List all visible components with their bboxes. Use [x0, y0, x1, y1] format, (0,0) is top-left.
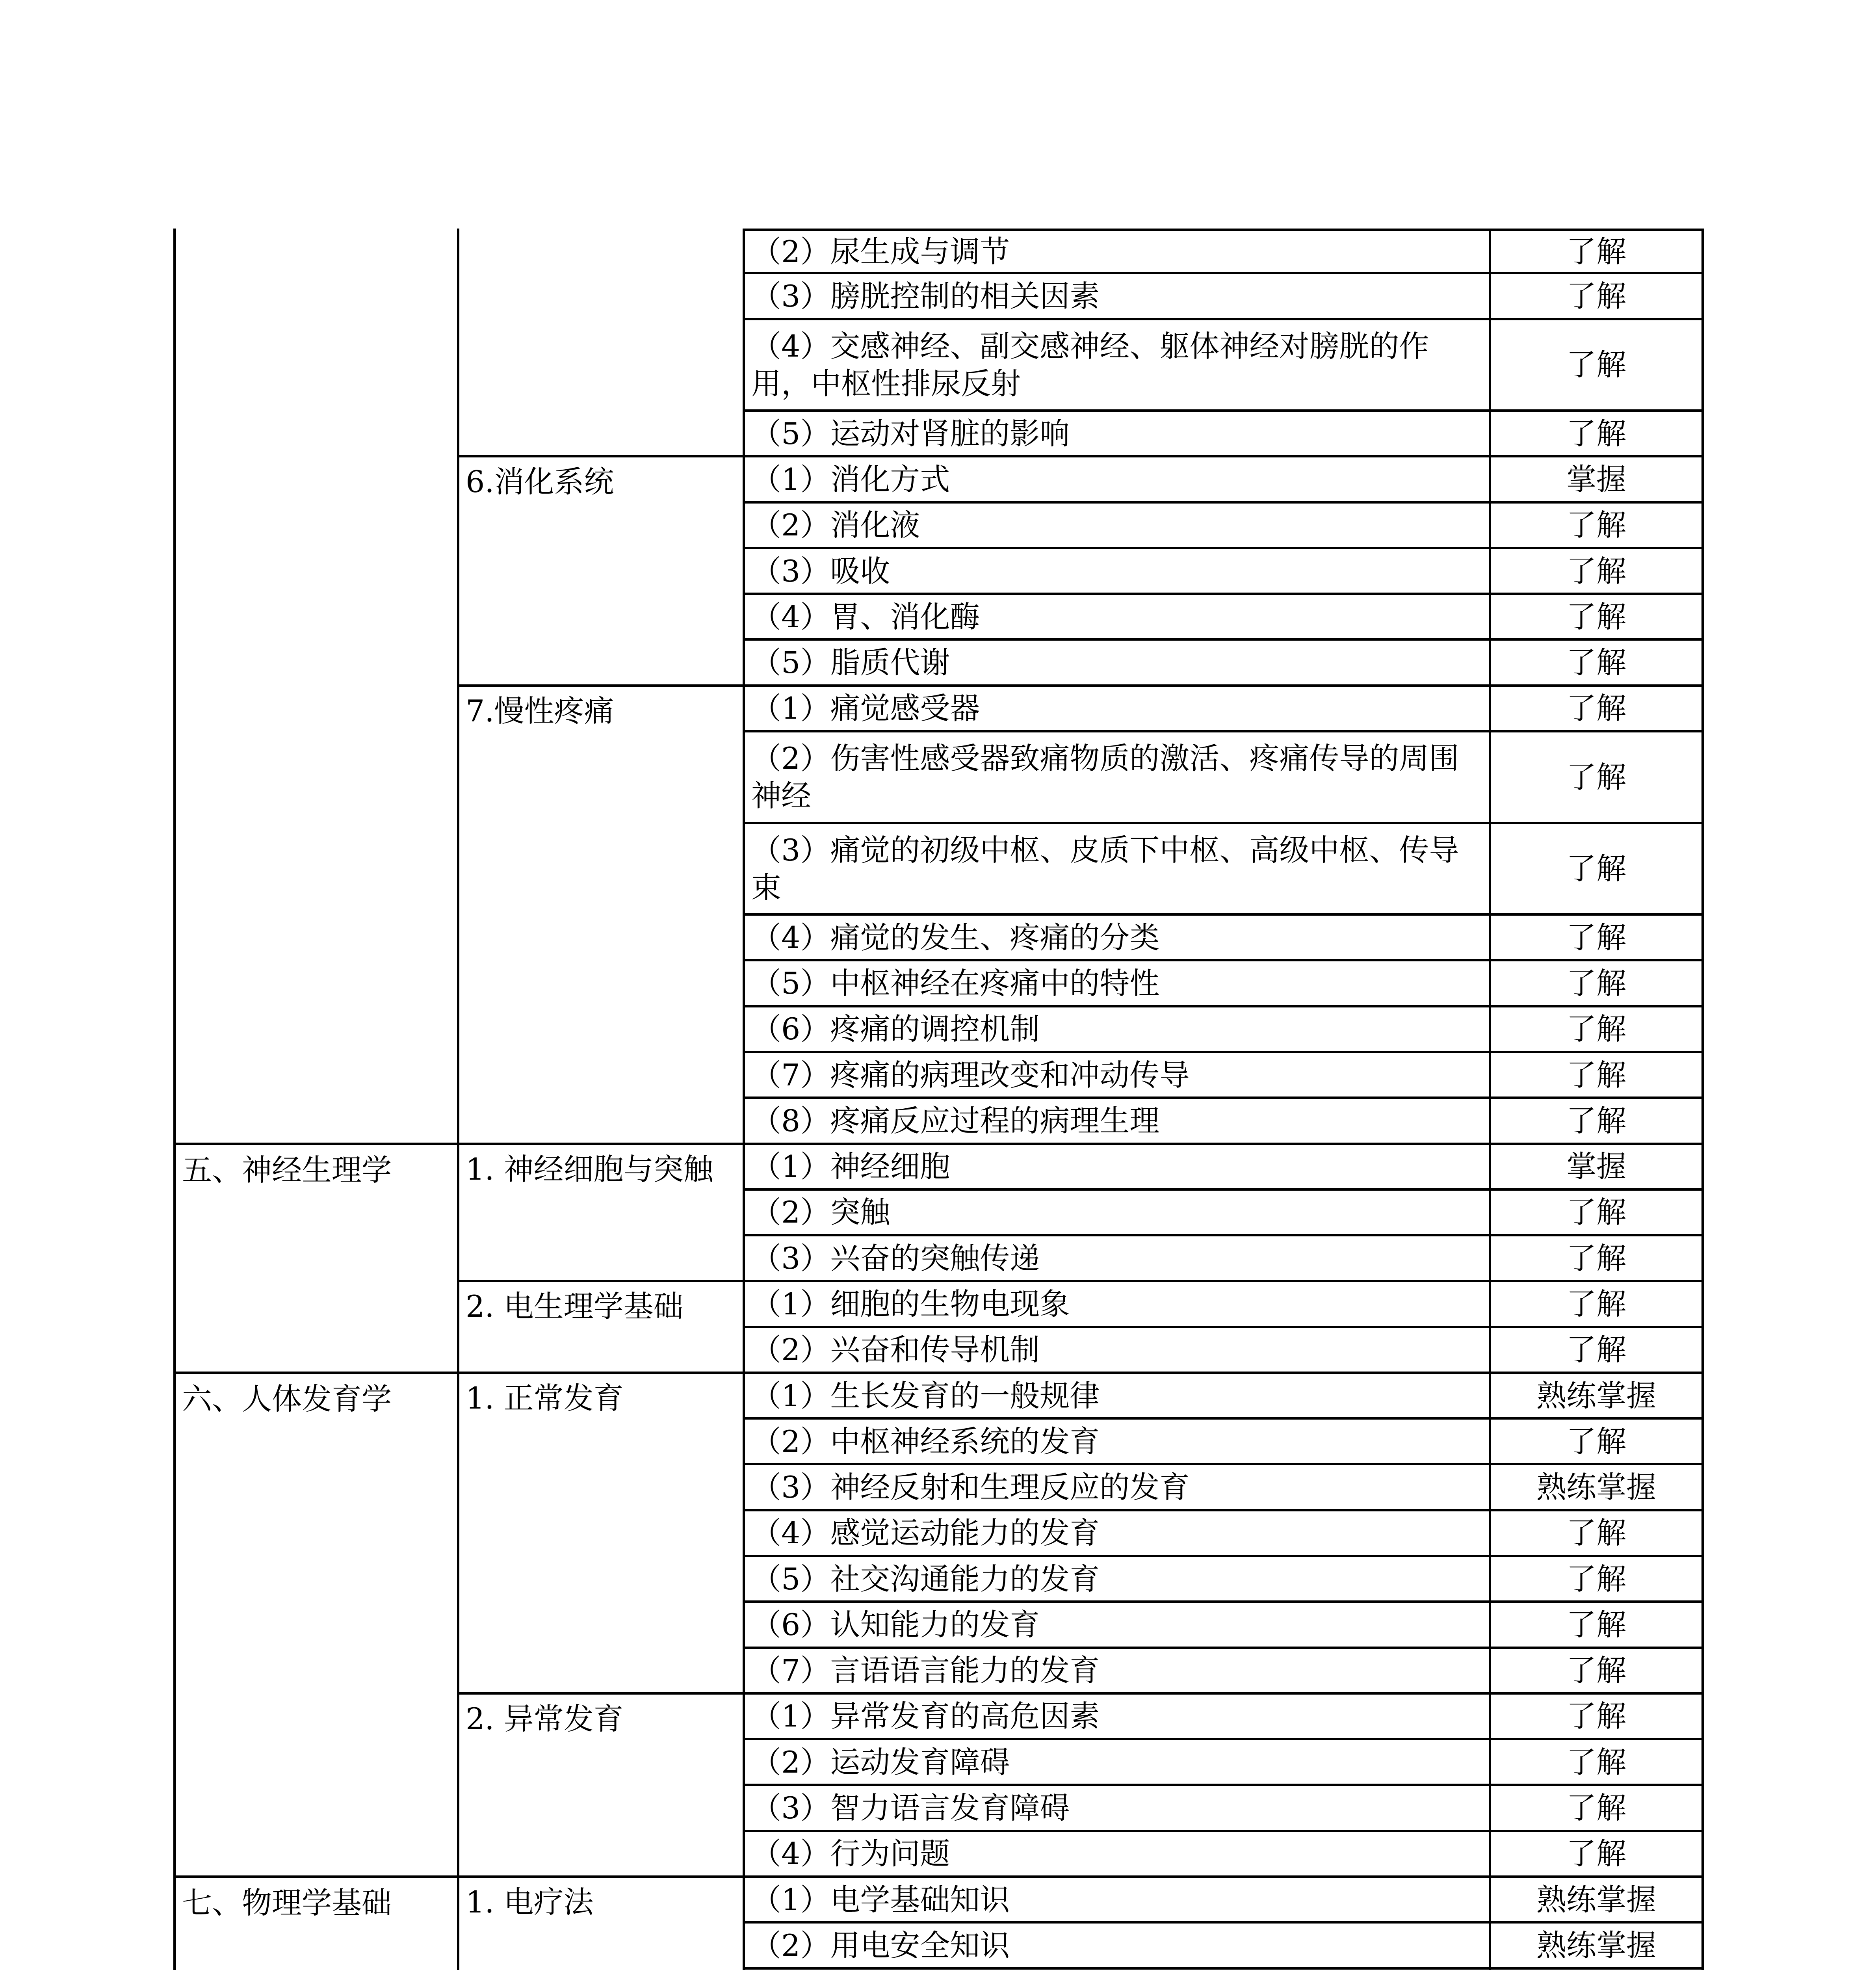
item-level: 了解 [1491, 1328, 1704, 1374]
item-level: 了解 [1491, 595, 1704, 641]
item-level: 了解 [1491, 1236, 1704, 1282]
item-level: 了解 [1491, 1282, 1704, 1328]
item-text: （7）言语语言能力的发育 [743, 1649, 1491, 1695]
subject-name: 2. 电生理学基础 [457, 1282, 743, 1374]
item-text: （2）运动发育障碍 [743, 1740, 1491, 1786]
syllabus-table [173, 229, 1704, 1970]
item-text: （2）突触 [743, 1191, 1491, 1236]
item-text: （4）感觉运动能力的发育 [743, 1511, 1491, 1557]
item-text: （5）社交沟通能力的发育 [743, 1557, 1491, 1603]
item-text: （1）消化方式 [743, 457, 1491, 503]
section-title [173, 229, 457, 1145]
item-text: （4）行为问题 [743, 1832, 1491, 1878]
item-text: （4）交感神经、副交感神经、躯体神经对膀胱的作用，中枢性排尿反射 [743, 320, 1491, 412]
item-level: 熟练掌握 [1491, 1924, 1704, 1969]
item-level: 掌握 [1491, 457, 1704, 503]
item-text: （3）膀胱控制的相关因素 [743, 274, 1491, 320]
item-level: 了解 [1491, 1191, 1704, 1236]
item-text: （3）智力语言发育障碍 [743, 1786, 1491, 1832]
item-level: 了解 [1491, 1557, 1704, 1603]
item-level: 了解 [1491, 1007, 1704, 1053]
item-text: （2）尿生成与调节 [743, 229, 1491, 274]
item-text: （4）胃、消化酶 [743, 595, 1491, 641]
item-text: （3）兴奋的突触传递 [743, 1236, 1491, 1282]
item-level: 了解 [1491, 1053, 1704, 1099]
item-level: 了解 [1491, 732, 1704, 824]
item-level: 了解 [1491, 412, 1704, 457]
item-level: 了解 [1491, 916, 1704, 961]
subject-name: 7.慢性疼痛 [457, 687, 743, 1145]
item-level: 了解 [1491, 229, 1704, 274]
item-level: 了解 [1491, 320, 1704, 412]
item-level: 了解 [1491, 1603, 1704, 1648]
item-text: （6）认知能力的发育 [743, 1603, 1491, 1648]
section-title: 七、物理学基础 [173, 1878, 457, 1970]
item-text: （5）脂质代谢 [743, 641, 1491, 686]
item-level: 了解 [1491, 824, 1704, 916]
item-text: （2）中枢神经系统的发育 [743, 1420, 1491, 1465]
item-level: 了解 [1491, 1695, 1704, 1740]
item-level: 了解 [1491, 1649, 1704, 1695]
subject-name: 1. 正常发育 [457, 1374, 743, 1695]
item-level: 了解 [1491, 1420, 1704, 1465]
item-text: （2）伤害性感受器致痛物质的激活、疼痛传导的周围神经 [743, 732, 1491, 824]
item-level: 了解 [1491, 687, 1704, 732]
section-title: 五、神经生理学 [173, 1145, 457, 1374]
item-text: （2）用电安全知识 [743, 1924, 1491, 1969]
item-text: （1）生长发育的一般规律 [743, 1374, 1491, 1420]
item-text: （3）神经反射和生理反应的发育 [743, 1465, 1491, 1511]
item-level: 了解 [1491, 1786, 1704, 1832]
item-text: （3）吸收 [743, 549, 1491, 595]
item-text: （1）异常发育的高危因素 [743, 1695, 1491, 1740]
item-level: 熟练掌握 [1491, 1878, 1704, 1924]
item-level: 了解 [1491, 1099, 1704, 1145]
item-level: 了解 [1491, 641, 1704, 686]
item-level: 了解 [1491, 274, 1704, 320]
item-text: （2）消化液 [743, 504, 1491, 549]
item-text: （5）运动对肾脏的影响 [743, 412, 1491, 457]
item-level: 了解 [1491, 504, 1704, 549]
item-text: （7）疼痛的病理改变和冲动传导 [743, 1053, 1491, 1099]
item-text: （8）疼痛反应过程的病理生理 [743, 1099, 1491, 1145]
item-text: （1）细胞的生物电现象 [743, 1282, 1491, 1328]
item-level: 了解 [1491, 961, 1704, 1007]
item-level: 熟练掌握 [1491, 1465, 1704, 1511]
item-level: 了解 [1491, 1740, 1704, 1786]
item-level: 掌握 [1491, 1145, 1704, 1191]
section-title: 六、人体发育学 [173, 1374, 457, 1878]
subject-name: 1. 电疗法 [457, 1878, 743, 1970]
item-text: （1）痛觉感受器 [743, 687, 1491, 732]
item-level: 了解 [1491, 549, 1704, 595]
item-level: 了解 [1491, 1511, 1704, 1557]
item-text: （2）兴奋和传导机制 [743, 1328, 1491, 1374]
item-text: （5）中枢神经在疼痛中的特性 [743, 961, 1491, 1007]
item-level: 熟练掌握 [1491, 1374, 1704, 1420]
subject-name: 2. 异常发育 [457, 1695, 743, 1878]
item-text: （6）疼痛的调控机制 [743, 1007, 1491, 1053]
subject-name: 1. 神经细胞与突触 [457, 1145, 743, 1282]
subject-name [457, 229, 743, 457]
item-level: 了解 [1491, 1832, 1704, 1878]
item-text: （1）电学基础知识 [743, 1878, 1491, 1924]
item-text: （1）神经细胞 [743, 1145, 1491, 1191]
item-text: （3）痛觉的初级中枢、皮质下中枢、高级中枢、传导束 [743, 824, 1491, 916]
item-text: （4）痛觉的发生、疼痛的分类 [743, 916, 1491, 961]
subject-name: 6.消化系统 [457, 457, 743, 686]
